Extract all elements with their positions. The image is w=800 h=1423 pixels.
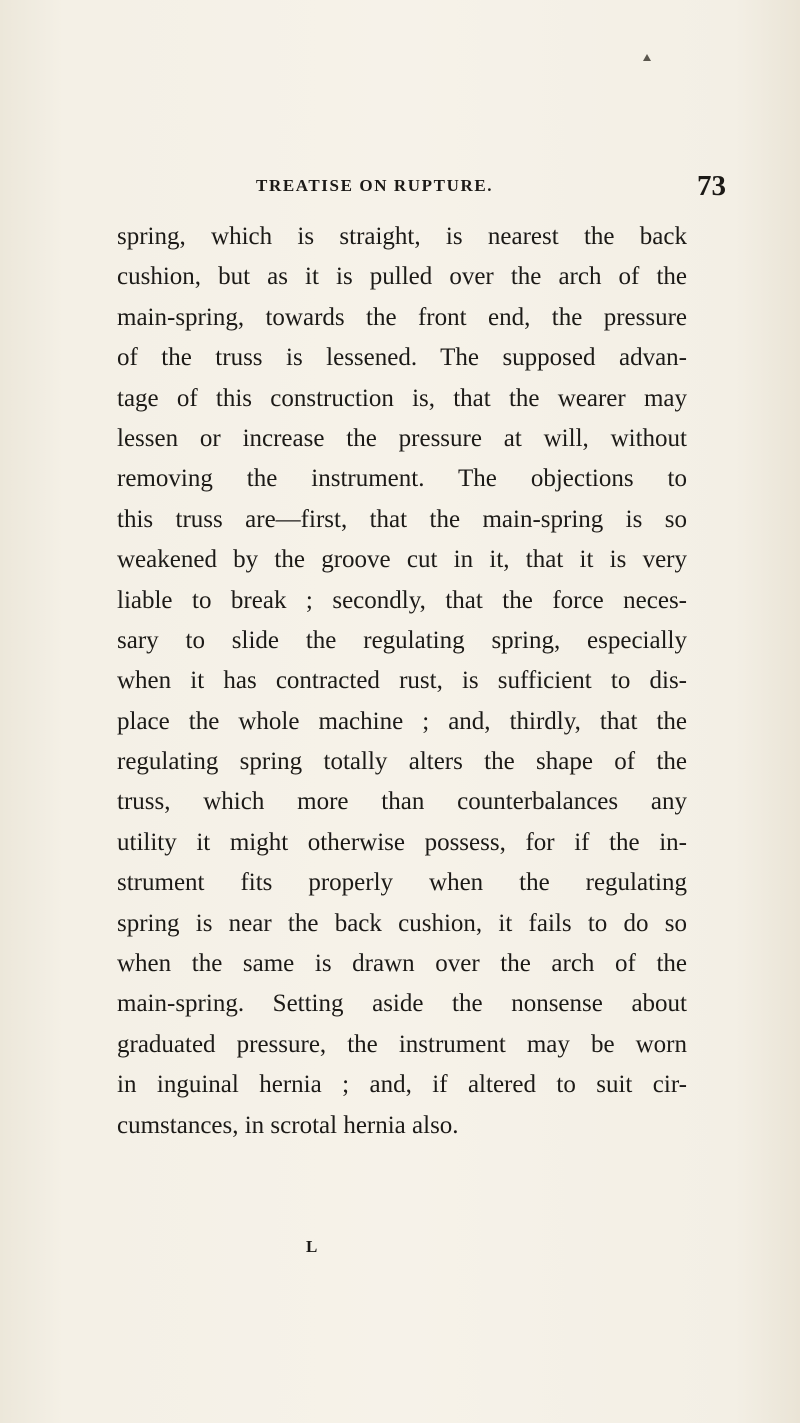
text-line: lessen or increase the pressure at will, without <box>117 424 687 452</box>
text-line: this truss are—first, that the main-spring is so <box>117 505 687 533</box>
text-line: utility it might otherwise possess, for if the in- <box>117 828 687 856</box>
text-line: of the truss is lessened. The supposed advan- <box>117 344 687 372</box>
text-line: tage of this construction is, that the wearer may <box>117 384 687 412</box>
text-line: sary to slide the regulating spring, especially <box>117 626 687 654</box>
text-line: weakened by the groove cut in it, that it is very <box>117 546 687 574</box>
text-line: strument fits properly when the regulating <box>117 869 687 897</box>
text-line: when it has contracted rust, is sufficient to dis- <box>117 667 687 695</box>
text-line: spring is near the back cushion, it fails to do so <box>117 909 687 937</box>
printer-mark <box>643 54 651 61</box>
text-line: cushion, but as it is pulled over the arch of the <box>117 263 687 291</box>
text-line: graduated pressure, the instrument may be worn <box>117 1030 687 1058</box>
text-line: main-spring. Setting aside the nonsense about <box>117 990 687 1018</box>
signature-mark: L <box>306 1237 319 1256</box>
page-number: 73 <box>697 170 726 202</box>
text-line: spring, which is straight, is nearest the back <box>117 223 687 250</box>
text-line: place the whole machine ; and, thirdly, that the <box>117 707 687 735</box>
running-title: TREATISE ON RUPTURE. <box>256 176 494 195</box>
text-line: regulating spring totally alters the shape of the <box>117 748 687 776</box>
text-line: main-spring, towards the front end, the pressure <box>117 303 687 331</box>
text-line: when the same is drawn over the arch of the <box>117 950 687 978</box>
text-line-last: cumstances, in scrotal hernia also. <box>117 1111 459 1139</box>
text-line: liable to break ; secondly, that the force neces- <box>117 586 687 614</box>
text-line: removing the instrument. The objections to <box>117 465 687 493</box>
running-header <box>0 170 800 204</box>
text-line: truss, which more than counterbalances any <box>117 788 687 816</box>
text-line: in inguinal hernia ; and, if altered to suit cir- <box>117 1071 687 1099</box>
body-paragraph <box>117 217 687 1146</box>
